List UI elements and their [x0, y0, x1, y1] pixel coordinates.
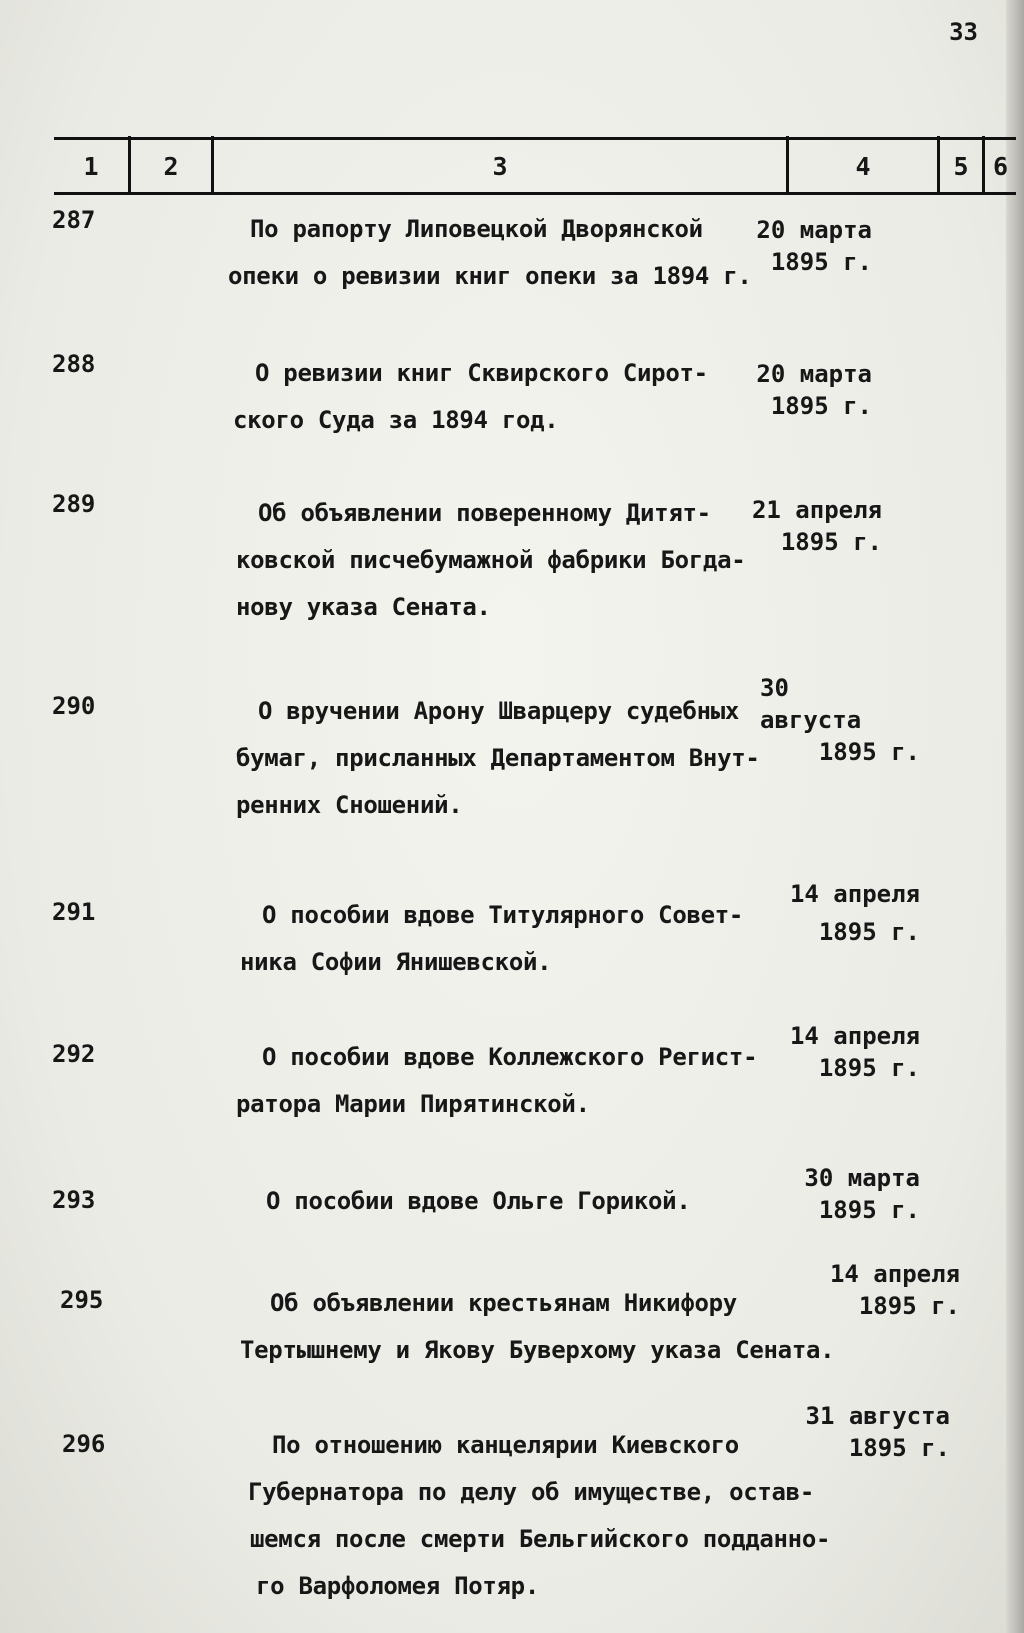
- entry-number: 287: [52, 206, 96, 234]
- entry-number: 290: [52, 692, 96, 720]
- entry-number: 293: [52, 1186, 96, 1214]
- column-header-3: 3: [492, 151, 508, 181]
- entry-description: Об объявлении поверенному Дитят- ковской писчебумажной фабрики Богда- нову указа Сената.: [236, 499, 746, 621]
- column-header-2: 2: [163, 151, 179, 181]
- entry-description: О пособии вдове Ольге Горикой.: [266, 1187, 691, 1215]
- page-edge: [1006, 0, 1024, 1633]
- entry-date: 14 апреля 1895 г.: [789, 880, 920, 946]
- entry-description: По рапорту Липовецкой Дворянской опеки о ревизии книг опеки за 1894 г.: [228, 215, 752, 290]
- entry-date: 31 августа 1895 г.: [805, 1402, 950, 1462]
- entry-description: Об объявлении крестьянам Никифору Тертышнему и Якову Буверхому указа Сената.: [240, 1289, 835, 1364]
- entry-date: 30 августа 1895 г.: [760, 674, 920, 766]
- column-header-5: 5: [953, 151, 969, 181]
- entry-number: 296: [62, 1430, 106, 1458]
- entry-date: 14 апреля 1895 г.: [829, 1260, 960, 1320]
- entry-number: 288: [52, 350, 96, 378]
- entry-description: О пособии вдове Титулярного Совет- ника Софии Янишевской.: [240, 901, 744, 976]
- column-header-1: 1: [83, 151, 99, 181]
- entry-number: 291: [52, 898, 96, 926]
- entry-date: 30 марта 1895 г.: [804, 1164, 920, 1224]
- entry-description: По отношению канцелярии Киевского Губернатора по делу об имуществе, остав- шемся после смерти Бельгийского подданно- го Варфоломея Потяр.: [248, 1431, 831, 1600]
- entry-date: 20 марта 1895 г.: [756, 360, 872, 420]
- entry-description: О пособии вдове Коллежского Регист- ратора Марии Пирятинской.: [236, 1043, 758, 1118]
- column-header-table: [54, 137, 1016, 195]
- entry-number: 289: [52, 490, 96, 518]
- entry-date: 14 апреля 1895 г.: [789, 1022, 920, 1082]
- entry-description: О ревизии книг Сквирского Сирот- ского Суда за 1894 год.: [233, 359, 708, 434]
- column-header-6: 6: [992, 151, 1009, 181]
- entry-date: 21 апреля 1895 г.: [751, 496, 882, 556]
- page-number: 33: [949, 18, 978, 46]
- entry-number: 292: [52, 1040, 96, 1068]
- entry-description: О вручении Арону Шварцеру судебных бумаг, присланных Департаментом Внут- ренних Сношений.: [236, 697, 760, 819]
- column-header-4: 4: [855, 151, 871, 181]
- entry-date: 20 марта 1895 г.: [756, 216, 872, 276]
- entry-number: 295: [60, 1286, 104, 1314]
